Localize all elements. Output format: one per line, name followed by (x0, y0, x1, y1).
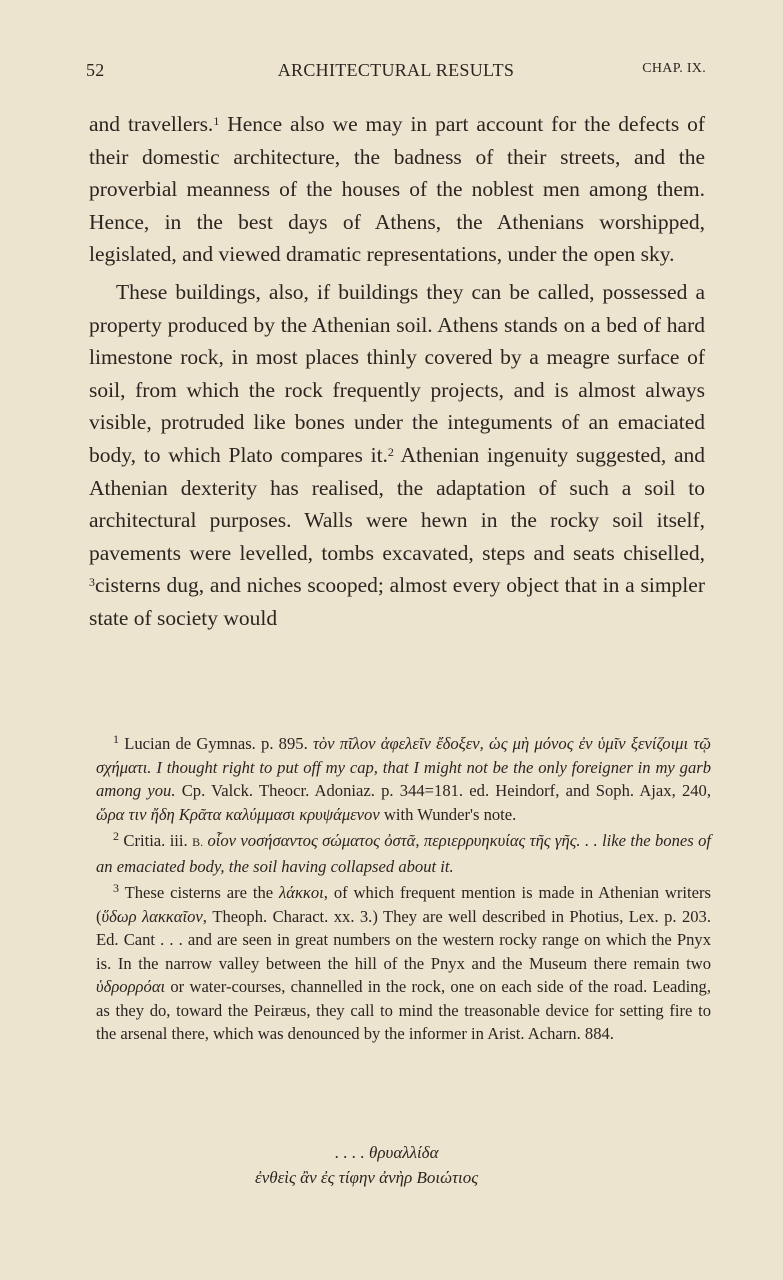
text-run: Hence also we may in part account for the defects of their domestic architecture, the badness of their streets, and the proverbial meanness of the houses of the noblest men among them. Hence, in the best days of Athens, the Athenians worshipped, legislated, and viewed dramatic representations, under the open sky. (89, 112, 705, 267)
footnote-2 (96, 829, 711, 878)
text-run: or water-courses, channelled in the rock, one on each side of the road. Leading, as they do, toward the Peiræus, they call to mind the treasonable device for setting fire to the arsenal there, which was denounced by the informer in Arist. Acharn. 884. (96, 977, 711, 1043)
text-run: , Theoph. Charact. xx. 3.) They are well described in Photius, Lex. p. 203. Ed. Cant . . . and are seen in great numbers on the western rocky range on which the Pnyx is. In the narrow valley between the hill of the Pnyx and the Museum there remain two (96, 906, 712, 973)
translation: like the bones of an emaciated body, the soil having collapsed about it. (96, 831, 711, 876)
footnote-ref-2: 2 (387, 444, 394, 459)
greek-verse (255, 1140, 478, 1190)
verse-line-2: ἐνθεὶς ἂν ἐς τίφην ἀνὴρ Βοιώτιος (255, 1168, 479, 1187)
text-run: , of which frequent mention is made in Athenian writers ( (96, 883, 711, 926)
footnote-number: 3 (113, 881, 119, 895)
text-run: These cisterns are the (119, 883, 280, 902)
chapter-label: CHAP. IX. (642, 61, 706, 76)
verse-line-1: . . . . θρυαλλίδα (335, 1143, 439, 1162)
text-run: cisterns dug, and niches scooped; almost every object that in a simpler state of society would (89, 573, 705, 630)
page-number: 52 (86, 60, 105, 80)
footnote-3 (96, 881, 711, 1046)
greek-quote: τὸν πῖλον ἀφελεῖν ἔδοξεν, ὡς μὴ μόνος ἐν ὑμῖν ξενίζοιμι τῷ σχήματι. (96, 734, 711, 777)
text-run: These buildings, also, if buildings they can be called, possessed a property produced by the Athenian soil. Athens stands on a bed of hard limestone rock, in most places thinly covered by a meagre surface of soil, from which the rock frequently projects, and is almost always visible, protruded like bones under the integuments of an emaciated body, to which Plato compares it. (89, 279, 705, 467)
greek-quote: οἷον νοσήσαντος σώματος ὀστᾶ, περιερρυηκυίας τῆς γῆς. . . (203, 831, 598, 850)
footnote-ref-1: 1 (213, 114, 220, 128)
greek-term: ὕδωρ λακκαῖον (101, 906, 203, 926)
paragraph-2 (89, 276, 705, 635)
text-run: Cp. Valck. Theocr. Adoniaz. p. 344=181. ed. Heindorf, and Soph. Ajax, 240, (175, 781, 711, 800)
greek-term: λάκκοι (279, 883, 324, 902)
greek-term: ὑδρορρόαι (96, 977, 166, 996)
main-text (89, 108, 705, 635)
text-run: and travellers. (89, 112, 214, 136)
running-title: ARCHITECTURAL RESULTS (277, 60, 515, 80)
text-run: Critia. iii. (119, 831, 193, 850)
text-run: Lucian de Gymnas. p. 895. (119, 734, 313, 753)
text-run: Athenian ingenuity suggested, and Athenian dexterity has realised, the adaptation of such a soil to architectural purposes. Walls were hewn in the rocky soil itself, pavements were levelled, tombs excavated, steps and seats chiselled, (89, 442, 705, 565)
translation: I thought right to put off my cap, that I might not be the only foreigner in my garb among you. (96, 757, 711, 800)
footnote-1 (96, 732, 711, 826)
footnote-number: 1 (113, 732, 119, 746)
greek-quote: ὥρα τιν ἤδη Κρᾶτα καλύμμασι κρυψάμενον (96, 804, 380, 824)
footnote-number: 2 (113, 829, 119, 843)
text-run: B. (192, 835, 204, 849)
footnote-ref-3: 3 (89, 575, 95, 590)
text-run: with Wunder's note. (379, 804, 517, 824)
paragraph-1 (89, 108, 705, 271)
footnotes (96, 732, 711, 1046)
running-header (86, 60, 706, 88)
